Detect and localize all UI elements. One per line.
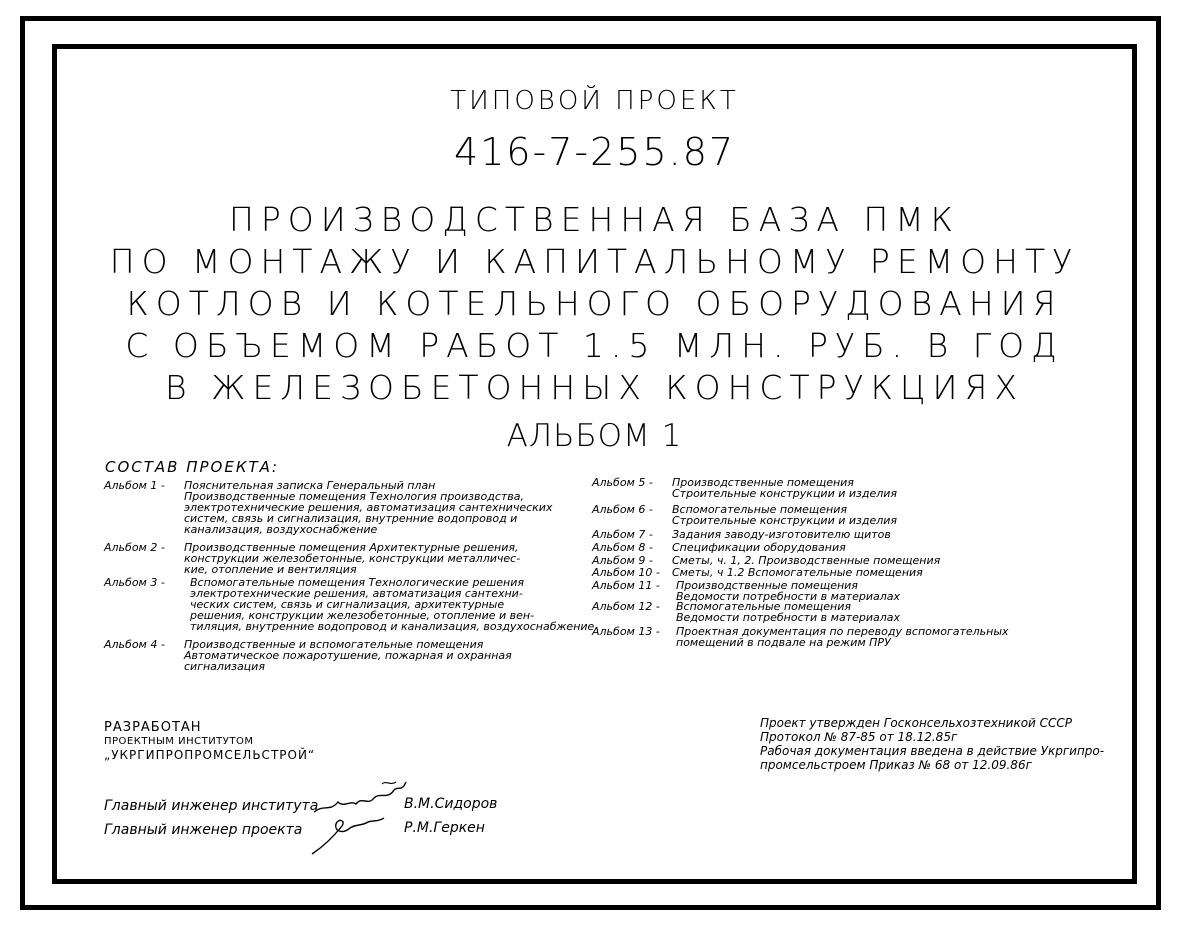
signature-role-2: Главный инженер проекта	[104, 822, 303, 838]
approval-block	[760, 716, 1104, 772]
album-line: Строительные конструкции и изделия	[672, 487, 898, 500]
album-label: Альбом 7 -	[592, 528, 653, 541]
title-line-1: ПРОИЗВОДСТВЕННАЯ БАЗА ПМК	[229, 200, 960, 239]
album-label: Альбом 13 -	[592, 625, 660, 638]
signature-role-1: Главный инженер института	[104, 798, 319, 814]
album-line: Автоматическое пожаротушение, пожарная и охранная	[184, 649, 512, 662]
album-line: Вспомогательные помещения Технологические решения	[190, 576, 524, 589]
album-line: конструкции железобетонные, конструкции металличес-	[184, 552, 521, 565]
album-line: Ведомости потребности в материалах	[676, 590, 901, 603]
album-line: решения, конструкции железобетонные, отопление и вен-	[190, 609, 535, 622]
project-number: 416-7-255.87	[453, 130, 736, 174]
album-line: Ведомости потребности в материалах	[676, 611, 901, 624]
signature-name-1: В.М.Сидоров	[404, 796, 498, 812]
album-line: Строительные конструкции и изделия	[672, 514, 898, 527]
album-line: Вспомогательные помещения	[676, 600, 851, 613]
album-label: Альбом 12 -	[592, 600, 660, 613]
album-label: Альбом 11 -	[592, 579, 660, 592]
album-line: тиляция, внутренние водопровод и канализация, воздухоснабжение	[190, 620, 595, 633]
signature-name-2: Р.М.Геркен	[404, 820, 485, 836]
album-line: Проектная документация по переводу вспомогательных	[676, 625, 1009, 638]
developer-line-2: ПРОЕКТНЫМ ИНСТИТУТОМ	[104, 736, 254, 747]
album-label: Альбом 5 -	[592, 476, 653, 489]
composition-heading: СОСТАВ ПРОЕКТА:	[105, 458, 279, 476]
album-label: Альбом 6 -	[592, 503, 653, 516]
album-line: канализация, воздухоснабжение	[184, 523, 378, 536]
approval-line-4: промсельстроем Приказ № 68 от 12.09.86г	[760, 758, 1032, 772]
album-line: Производственные помещения Технология производства,	[184, 490, 525, 503]
album-label: Альбом 9 -	[592, 554, 653, 567]
approval-line-2: Протокол № 87-85 от 18.12.85г	[760, 730, 958, 744]
title-line-4: С ОБЪЕМОМ РАБОТ 1.5 МЛН. РУБ. В ГОД	[125, 326, 1064, 365]
album-label: Альбом 10 -	[592, 566, 660, 579]
album-line: Сметы, ч. 1, 2. Производственные помещения	[672, 554, 941, 567]
album-line: Сметы, ч 1.2 Вспомогательные помещения	[672, 566, 923, 579]
developer-line-1: РАЗРАБОТАН	[104, 720, 202, 735]
album-line: Производственные и вспомогательные помещения	[184, 638, 484, 651]
album-line: систем, связь и сигнализация, внутренние водопровод и	[184, 512, 518, 525]
title-line-3: КОТЛОВ И КОТЕЛЬНОГО ОБОРУДОВАНИЯ	[126, 284, 1063, 323]
album-line: сигнализация	[184, 660, 265, 673]
album-label: Альбом 4 -	[104, 638, 165, 651]
approval-line-1: Проект утвержден Госконсельхозтехникой СССР	[760, 716, 1073, 730]
album-line: Пояснительная записка Генеральный план	[184, 479, 436, 492]
album-label: Альбом 8 -	[592, 541, 653, 554]
album-label: Альбом 2 -	[104, 541, 165, 554]
album-title: АЛЬБОМ 1	[506, 418, 683, 454]
album-line: электротехнические решения, автоматизация сантехнических	[184, 501, 553, 514]
album-label: Альбом 3 -	[104, 576, 165, 589]
album-line: Задания заводу-изготовителю щитов	[672, 528, 891, 541]
album-line: Спецификации оборудования	[672, 541, 846, 554]
approval-line-3: Рабочая документация введена в действие Укргипро-	[760, 744, 1105, 758]
title-line-5: В ЖЕЛЕЗОБЕТОННЫХ КОНСТРУКЦИЯХ	[165, 368, 1024, 407]
album-line: электротехнические решения, автоматизация сантехни-	[190, 587, 523, 600]
album-line: Производственные помещения	[672, 476, 854, 489]
album-label: Альбом 1 -	[104, 479, 165, 492]
album-line: кие, отопление и вентиляция	[184, 563, 357, 576]
developer-line-3: „УКРГИПРОПРОМСЕЛЬСТРОЙ“	[104, 748, 316, 762]
signature-scribble-2	[308, 812, 388, 858]
album-line: помещений в подвале на режим ПРУ	[676, 636, 891, 649]
album-line: ческих систем, связь и сигнализация, архитектурные	[190, 598, 505, 611]
title-line-2: ПО МОНТАЖУ И КАПИТАЛЬНОМУ РЕМОНТУ	[109, 242, 1080, 281]
album-line: Вспомогательные помещения	[672, 503, 847, 516]
album-line: Производственные помещения Архитектурные решения,	[184, 541, 519, 554]
project-label: ТИПОВОЙ ПРОЕКТ	[450, 86, 739, 116]
album-line: Производственные помещения	[676, 579, 858, 592]
